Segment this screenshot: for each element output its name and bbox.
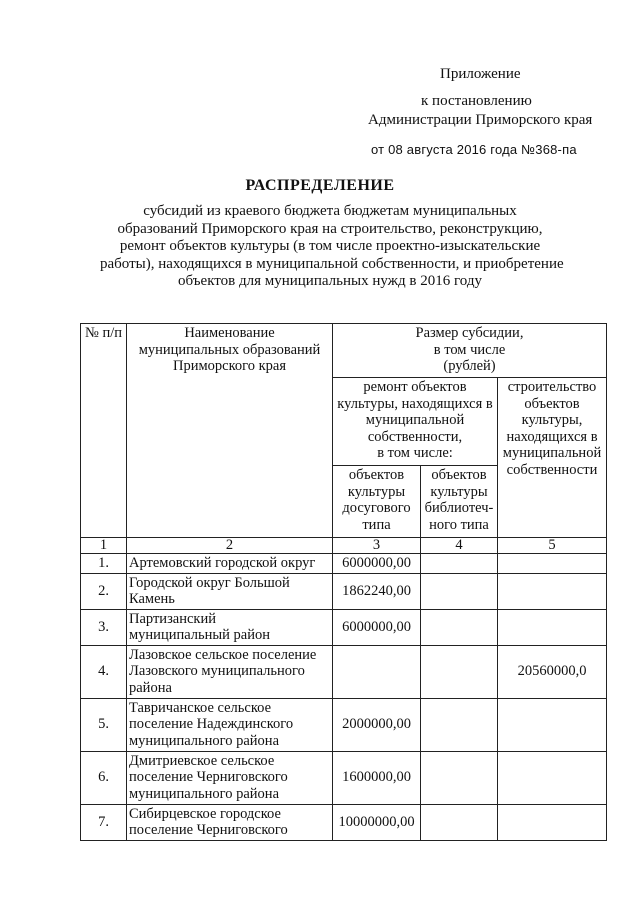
municipality-name — [127, 573, 333, 609]
municipality-name-line: района — [129, 679, 172, 696]
header-cell-construction: строительство объектов культуры, находящихся в муниципальной собственности — [498, 378, 607, 538]
subtitle-line: объектов для муниципальных нужд в 2016 году — [178, 273, 482, 289]
subtitle-line: субсидий из краевого бюджета бюджетам муниципальных — [143, 203, 517, 219]
date-number-stamp: от 08 августа 2016 года №368-па — [371, 142, 577, 157]
header-cell-library: объектов культуры библиотеч- ного типа — [421, 466, 498, 538]
header-cell-name: Наименование муниципальных образований Приморского края — [127, 324, 333, 538]
leisure-amount — [333, 645, 421, 698]
header-resolution: к постановлению — [421, 93, 532, 109]
header-cell-repair: ремонт объектов культуры, находящихся в муниципальной собственности, в том числе: — [333, 378, 498, 466]
row-number: 7. — [81, 804, 127, 840]
leisure-amount: 2000000,00 — [333, 698, 421, 751]
leisure-amount: 10000000,00 — [333, 804, 421, 840]
library-amount — [421, 573, 498, 609]
subtitle-line: ремонт объектов культуры (в том числе проектно-изыскательские — [119, 238, 541, 254]
municipality-name — [127, 554, 333, 574]
leisure-amount: 6000000,00 — [333, 609, 421, 645]
municipality-name-line: Лазовское сельское поселение — [129, 646, 317, 663]
construction-amount — [498, 804, 607, 840]
leisure-amount: 6000000,00 — [333, 554, 421, 574]
construction-amount: 20560000,0 — [498, 645, 607, 698]
municipality-name-line: Артемовский городской округ — [129, 555, 316, 571]
row-number: 2. — [81, 573, 127, 609]
subsidy-table — [80, 323, 607, 841]
row-number: 6. — [81, 751, 127, 804]
header-cell-leisure: объектов культуры досугового типа — [333, 466, 421, 538]
library-amount — [421, 645, 498, 698]
column-number: 3 — [333, 538, 421, 554]
municipality-name — [127, 609, 333, 645]
leisure-amount: 1600000,00 — [333, 751, 421, 804]
municipality-name-line: Сибирцевское городское — [129, 805, 281, 822]
library-amount — [421, 609, 498, 645]
municipality-name-line: Лазовского муниципального — [129, 663, 305, 679]
municipality-name-line: Дмитриевское сельское — [129, 752, 275, 769]
municipality-name-line: муниципальный район — [129, 627, 270, 643]
municipality-name-line: поселение Черниговского — [129, 769, 288, 785]
header-appendix: Приложение — [440, 66, 521, 82]
municipality-name-line: поселение Надеждинского — [129, 716, 294, 732]
construction-amount — [498, 573, 607, 609]
column-number: 4 — [421, 538, 498, 554]
table-row — [81, 698, 607, 751]
municipality-name-line: Камень — [129, 591, 175, 607]
library-amount — [421, 804, 498, 840]
municipality-name — [127, 645, 333, 698]
table-row — [81, 554, 607, 574]
document-title: РАСПРЕДЕЛЕНИЕ — [245, 177, 395, 194]
table-row — [81, 573, 607, 609]
row-number: 4. — [81, 645, 127, 698]
row-number: 3. — [81, 609, 127, 645]
municipality-name — [127, 751, 333, 804]
construction-amount — [498, 751, 607, 804]
construction-amount — [498, 554, 607, 574]
municipality-name — [127, 804, 333, 840]
header-cell-number: № п/п — [81, 324, 127, 538]
library-amount — [421, 698, 498, 751]
library-amount — [421, 554, 498, 574]
column-number: 5 — [498, 538, 607, 554]
table-row — [81, 609, 607, 645]
row-number: 1. — [81, 554, 127, 574]
document-subtitle — [100, 203, 564, 291]
header-administration: Администрации Приморского края — [368, 112, 593, 128]
municipality-name-line: Тавричанское сельское — [129, 699, 272, 716]
municipality-name-line: муниципального района — [129, 732, 279, 749]
municipality-name — [127, 698, 333, 751]
subtitle-line: работы), находящихся в муниципальной собственности, и приобретение — [100, 255, 564, 272]
table-row — [81, 645, 607, 698]
table-row — [81, 804, 607, 840]
library-amount — [421, 751, 498, 804]
leisure-amount: 1862240,00 — [333, 573, 421, 609]
table-row — [81, 751, 607, 804]
column-number: 1 — [81, 538, 127, 554]
municipality-name-line: Городской округ Большой — [129, 574, 290, 591]
municipality-name-line: Партизанский — [129, 610, 216, 627]
column-number: 2 — [127, 538, 333, 554]
construction-amount — [498, 698, 607, 751]
subtitle-line: образований Приморского края на строительство, реконструкцию, — [117, 220, 543, 237]
row-number: 5. — [81, 698, 127, 751]
header-cell-subsidy-size: Размер субсидии, в том числе (рублей) — [333, 324, 607, 378]
municipality-name-line: поселение Черниговского — [129, 822, 288, 838]
construction-amount — [498, 609, 607, 645]
municipality-name-line: муниципального района — [129, 785, 279, 802]
